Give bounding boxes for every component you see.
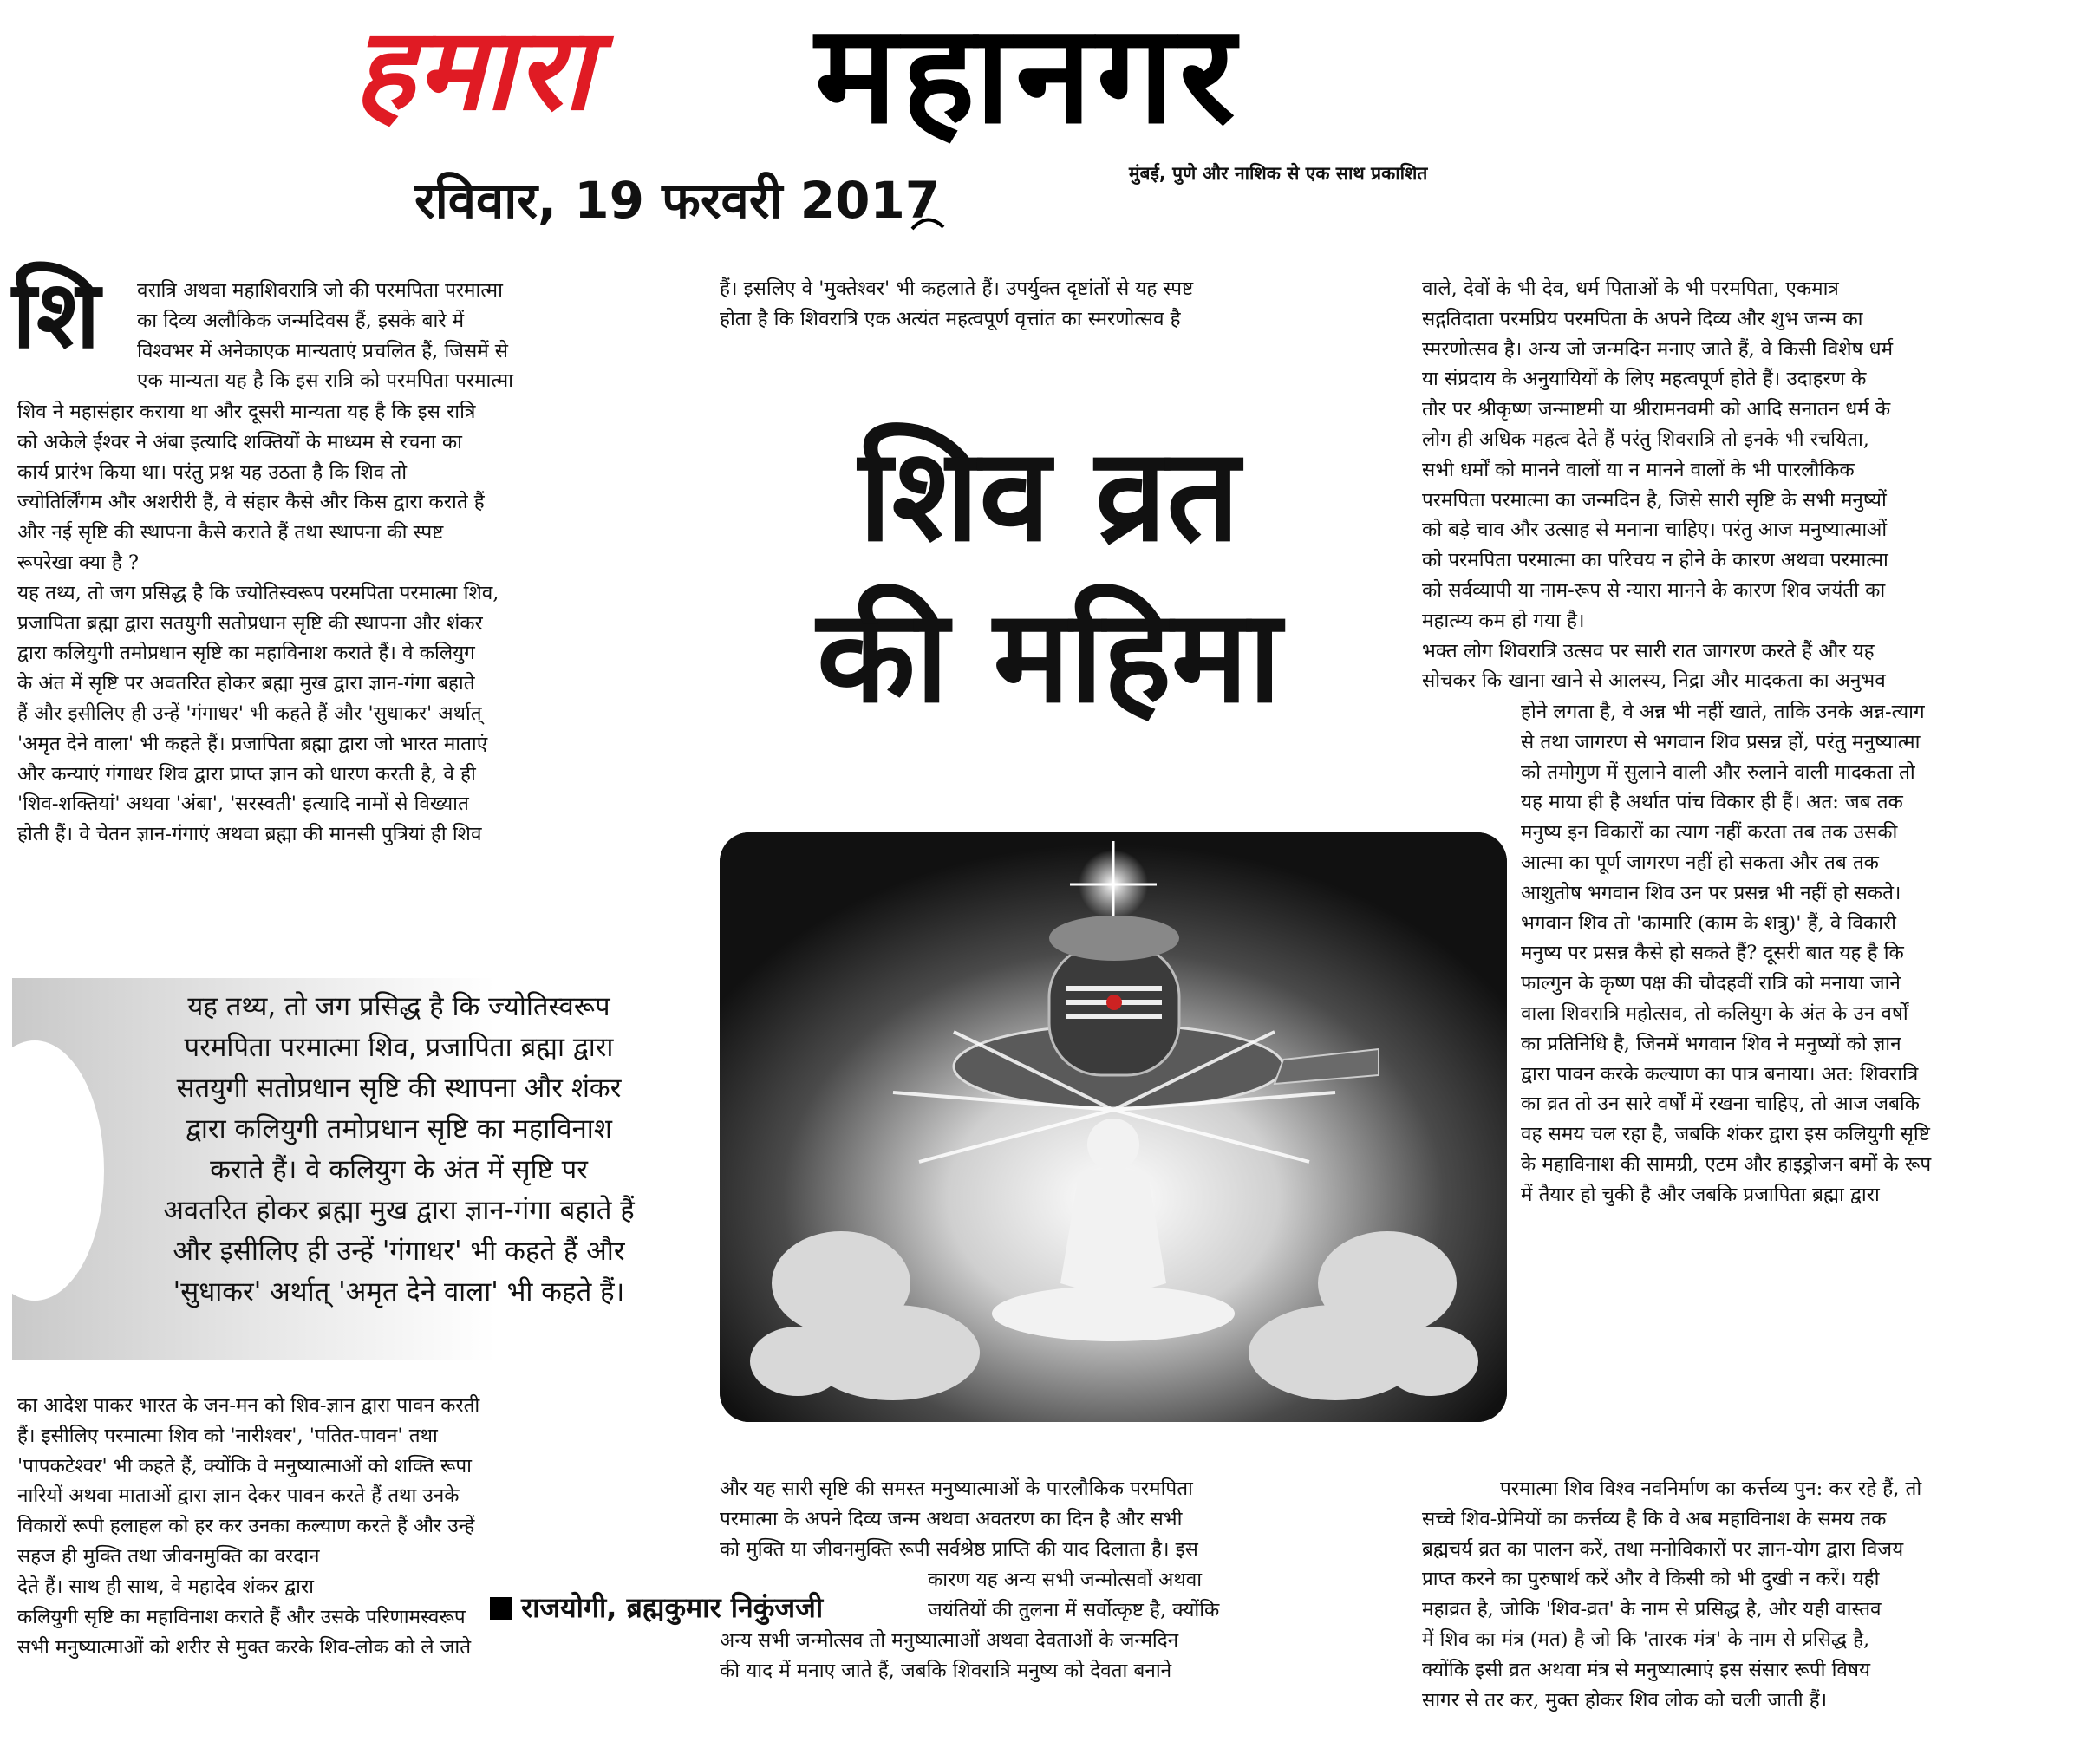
- lingam-illustration: [720, 832, 1507, 1422]
- text-line: द्वारा कलियुगी तमोप्रधान सृष्टि का महाविनाश कराते हैं। वे कलियुग: [17, 642, 475, 665]
- text-line: हैं। इसीलिए परमात्मा शिव को 'नारीश्वर', 'पतित-पावन' तथा: [17, 1424, 438, 1447]
- col1-top: [17, 397, 688, 850]
- masthead-title-red: हमारा: [354, 3, 595, 136]
- text-line: परमात्मा शिव विश्व नवनिर्माण का कर्त्तव्य पुन: कर रहे हैं, तो: [1500, 1477, 1922, 1500]
- pullquote-line: परमपिता परमात्मा शिव, प्रजापिता ब्रह्मा द्वारा: [184, 1032, 614, 1063]
- text-line: फाल्गुन के कृष्ण पक्ष की चौदहवीं रात्रि को मनाया जाने: [1521, 972, 1901, 995]
- text-line: सहज ही मुक्ति तथा जीवनमुक्ति का वरदान: [17, 1545, 320, 1568]
- text-line: कलियुगी सृष्टि का महाविनाश कराते हैं और उसके परिणामस्वरूप: [17, 1606, 466, 1628]
- headline-line: शिव व्रत: [858, 421, 1240, 570]
- text-line: के अंत में सृष्टि पर अवतरित होकर ब्रह्मा मुख द्वारा ज्ञान-गंगा बहाते: [17, 672, 475, 695]
- text-line: का दिव्य अलौकिक जन्मदिवस हैं, इसके बारे में: [137, 309, 465, 332]
- byline-square-icon: [490, 1597, 512, 1620]
- pullquote-line: द्वारा कलियुगी तमोप्रधान सृष्टि का महाविनाश: [186, 1113, 612, 1145]
- text-line: सद्गतिदाता परमप्रिय परमपिता के अपने दिव्य और शुभ जन्म का: [1422, 307, 1863, 330]
- text-line: और यह सारी सृष्टि की समस्त मनुष्यात्माओं के पारलौकिक परमपिता: [720, 1477, 1193, 1500]
- shiva-lingam-image: [720, 832, 1507, 1422]
- text-line: से तथा जागरण से भगवान शिव प्रसन्न हों, परंतु मनुष्यात्मा: [1521, 730, 1921, 753]
- text-line: तौर पर श्रीकृष्ण जन्माष्टमी या श्रीरामनवमी को आदि सनातन धर्म के: [1422, 398, 1891, 421]
- text-line: में तैयार हो चुकी है और जबकि प्रजापिता ब्रह्मा द्वारा: [1521, 1183, 1880, 1206]
- text-line: एक मान्यता यह है कि इस रात्रि को परमपिता परमात्मा: [137, 369, 513, 393]
- col3-mid: [1521, 697, 2091, 1210]
- text-line: विश्वभर में अनेकाएक मान्यताएं प्रचलित हैं, जिसमें से: [137, 339, 509, 362]
- text-line: प्रजापिता ब्रह्मा द्वारा सतयुगी सतोप्रधान सृष्टि की स्थापना और शंकर: [17, 611, 483, 635]
- drop-cap: शि: [12, 261, 101, 369]
- masthead-tagline: मुंबई, पुणे और नाशिक से एक साथ प्रकाशित: [1129, 163, 1428, 184]
- text-line: द्वारा पावन करके कल्याण का पात्र बनाया। अत: शिवरात्रि: [1521, 1062, 1919, 1086]
- text-line: सभी मनुष्यात्माओं को शरीर से मुक्त करके शिव-लोक को ले जाते: [17, 1635, 472, 1659]
- text-line: का आदेश पाकर भारत के जन-मन को शिव-ज्ञान द्वारा पावन करती: [17, 1394, 480, 1417]
- text-line: का व्रत तो उन सारे वर्षों में रखना चाहिए, तो आज जबकि: [1521, 1092, 1921, 1116]
- pullquote-line: यह तथ्य, तो जग प्रसिद्ध है कि ज्योतिस्वरूप: [187, 991, 610, 1022]
- col1-lead: [137, 276, 688, 396]
- text-line: परमात्मा के अपने दिव्य जन्म अथवा अवतरण का दिन है और सभी: [720, 1507, 1183, 1530]
- pullquote-line: और इसीलिए ही उन्हें 'गंगाधर' भी कहते हैं और: [173, 1236, 625, 1267]
- text-line: के महाविनाश की सामग्री, एटम और हाइड्रोजन बमों के रूप: [1521, 1152, 1932, 1176]
- text-line: होती हैं। वे चेतन ज्ञान-गंगाएं अथवा ब्रह्मा की मानसी पुत्रियां ही शिव: [17, 823, 482, 846]
- text-line: महात्म्य कम हो गया है।: [1422, 609, 1585, 632]
- date-swash: [910, 208, 945, 234]
- text-line: और कन्याएं गंगाधर शिव द्वारा प्राप्त ज्ञान को धारण करती है, वे ही: [17, 762, 476, 786]
- text-line: ज्योतिर्लिंगम और अशरीरी हैं, वे संहार कैसे और किस द्वारा कराते हैं: [17, 491, 485, 514]
- text-line: स्मरणोत्सव है। अन्य जो जन्मदिन मनाए जाते हैं, वे किसी विशेष धर्म: [1422, 337, 1894, 361]
- text-line: होता है कि शिवरात्रि एक अत्यंत महत्वपूर्ण वृत्तांत का स्मरणोत्सव है: [720, 307, 1181, 330]
- article-headline: [720, 414, 1379, 737]
- text-line: की याद में मनाए जाते हैं, जबकि शिवरात्रि मनुष्य को देवता बनाने: [720, 1659, 1172, 1682]
- text-line: हैं। इसलिए वे 'मुक्तेश्वर' भी कहलाते हैं। उपर्युक्त दृष्टांतों से यह स्पष्ट: [720, 277, 1194, 300]
- text-line: देते हैं। साथ ही साथ, वे महादेव शंकर द्वारा: [17, 1575, 314, 1598]
- col2-bottom-right: [928, 1565, 1387, 1626]
- byline: [490, 1588, 823, 1626]
- text-line: अन्य सभी जन्मोत्सव तो मनुष्यात्माओं अथवा देवताओं के जन्मदिन: [720, 1629, 1179, 1652]
- text-line: प्राप्त करने का पुरुषार्थ करें और वे किसी को भी दुखी न करें। यही: [1422, 1568, 1880, 1591]
- byline-text: राजयोगी, ब्रह्मकुमार निकुंजजी: [521, 1591, 824, 1624]
- text-line: सागर से तर कर, मुक्त होकर शिव लोक को चली जाती हैं।: [1422, 1688, 1828, 1712]
- text-line: 'अमृत देने वाला' भी कहते हैं। प्रजापिता ब्रह्मा द्वारा जो भारत माताएं: [17, 732, 488, 755]
- pullquote-line: कराते हैं। वे कलियुग के अंत में सृष्टि पर: [210, 1154, 588, 1185]
- text-line: भक्त लोग शिवरात्रि उत्सव पर सारी रात जागरण करते हैं और यह: [1422, 639, 1875, 662]
- col2-bottom-end: [720, 1626, 1387, 1686]
- text-line: कारण यह अन्य सभी जन्मोत्सवों अथवा: [928, 1569, 1203, 1591]
- text-line: को तमोगुण में सुलाने वाली और रुलाने वाली मादकता तो: [1521, 760, 1915, 784]
- text-line: 'शिव-शक्तियां' अथवा 'अंबा', 'सरस्वती' इत्यादि नामों से विख्यात: [17, 792, 469, 816]
- text-line: या संप्रदाय के अनुयायियों के लिए महत्वपूर्ण होते हैं। उदाहरण के: [1422, 368, 1867, 391]
- text-line: को सर्वव्यापी या नाम-रूप से न्यारा मानने के कारण शिव जयंती का: [1422, 578, 1886, 602]
- text-line: को मुक्ति या जीवनमुक्ति रूपी सर्वश्रेष्ठ प्राप्ति की याद दिलाता है। इस: [720, 1537, 1198, 1561]
- headline-line: की महिमा: [817, 582, 1282, 731]
- text-line: कार्य प्रारंभ किया था। परंतु प्रश्न यह उठता है कि शिव तो: [17, 460, 408, 484]
- text-line: यह तथ्य, तो जग प्रसिद्ध है कि ज्योतिस्वरूप परमपिता परमात्मा शिव,: [17, 581, 499, 604]
- text-line: सभी धर्मों को मानने वालों या न मानने वालों के भी पारलौकिक: [1422, 458, 1855, 481]
- col2-top: [720, 274, 1387, 335]
- text-line: महाव्रत है, जोकि 'शिव-व्रत' के नाम से प्रसिद्ध है, और यही वास्तव: [1422, 1598, 1882, 1621]
- col1-bottom: [17, 1391, 688, 1542]
- col3-top: [1422, 274, 2091, 696]
- text-line: लोग ही अधिक महत्व देते हैं परंतु शिवरात्रि तो इनके भी रचयिता,: [1422, 427, 1869, 451]
- text-line: को बड़े चाव और उत्साह से मनाना चाहिए। परंतु आज मनुष्यात्माओं: [1422, 519, 1888, 542]
- text-line: को अकेले ईश्वर ने अंबा इत्यादि शक्तियों के माध्यम से रचना का: [17, 430, 462, 453]
- text-line: विकारों रूपी हलाहल को हर कर उनका कल्याण करते हैं और उन्हें: [17, 1515, 475, 1538]
- pullquote: [95, 987, 702, 1313]
- col3-bottom: [1422, 1474, 2091, 1715]
- text-line: 'पापकटेश्वर' भी कहते हैं, क्योंकि वे मनुष्यात्माओं को शक्ति रूपा: [17, 1454, 472, 1477]
- pullquote-line: सतयुगी सतोप्रधान सृष्टि की स्थापना और शंकर: [176, 1073, 622, 1104]
- text-line: शिव ने महासंहार कराया था और दूसरी मान्यता यह है कि इस रात्रि: [17, 401, 476, 423]
- text-line: आत्मा का पूर्ण जागरण नहीं हो सकता और तब तक: [1521, 851, 1879, 874]
- text-line: का प्रतिनिधि है, जिनमें भगवान शिव ने मनुष्यों को ज्ञान: [1521, 1032, 1901, 1055]
- text-line: मनुष्य इन विकारों का त्याग नहीं करता तब तक उसकी: [1521, 821, 1898, 845]
- issue-date: रविवार, 19 फरवरी 2017: [414, 171, 941, 230]
- pullquote-line: 'सुधाकर' अर्थात् 'अमृत देने वाला' भी कहते हैं।: [173, 1276, 625, 1308]
- text-line: ब्रह्मचर्य व्रत का पालन करें, तथा मनोविकारों पर ज्ञान-योग द्वारा विजय: [1422, 1537, 1904, 1561]
- text-line: हैं और इसीलिए ही उन्हें 'गंगाधर' भी कहते हैं और 'सुधाकर' अर्थात्: [17, 701, 482, 725]
- col1-bottom-narrow: [17, 1542, 468, 1602]
- text-line: जयंतियों की तुलना में सर्वोत्कृष्ट है, क्योंकि: [928, 1598, 1220, 1621]
- pullquote-line: अवतरित होकर ब्रह्मा मुख द्वारा ज्ञान-गंगा बहाते हैं: [163, 1195, 635, 1226]
- text-line: सोचकर कि खाना खाने से आलस्य, निद्रा और मादकता का अनुभव: [1422, 669, 1886, 693]
- text-line: क्योंकि इसी व्रत अथवा मंत्र से मनुष्यात्माएं इस संसार रूपी विषय: [1422, 1658, 1870, 1681]
- text-line: में शिव का मंत्र (मत) है जो कि 'तारक मंत्र' के नाम से प्रसिद्ध है,: [1422, 1627, 1870, 1651]
- text-line: भगवान शिव तो 'कामारि (काम के शत्रु)' हैं, वे विकारी: [1521, 911, 1896, 935]
- text-line: वाले, देवों के भी देव, धर्म पिताओं के भी परमपिता, एकमात्र: [1422, 277, 1839, 300]
- text-line: वह समय चल रहा है, जबकि शंकर द्वारा इस कलियुगी सृष्टि: [1521, 1123, 1930, 1146]
- text-line: मनुष्य पर प्रसन्न कैसे हो सकते हैं? दूसरी बात यह है कि: [1521, 942, 1904, 965]
- text-line: को परमपिता परमात्मा का परिचय न होने के कारण अथवा परमात्मा: [1422, 549, 1888, 572]
- text-line: रूपरेखा क्या है ?: [17, 551, 140, 574]
- text-line: सच्चे शिव-प्रेमियों का कर्त्तव्य है कि वे अब महाविनाश के समय तक: [1422, 1507, 1887, 1530]
- text-line: नारियों अथवा माताओं द्वारा ज्ञान देकर पावन करते हैं तथा उनके: [17, 1484, 460, 1508]
- text-line: वाला शिवरात्रि महोत्सव, तो कलियुग के अंत के उन वर्षों: [1521, 1001, 1908, 1025]
- masthead-title-black: महानगर: [815, 0, 1241, 154]
- text-line: परमपिता परमात्मा का जन्मदिन है, जिसे सारी सृष्टि के सभी मनुष्यों: [1422, 488, 1887, 512]
- text-line: आशुतोष भगवान शिव उन पर प्रसन्न भी नहीं हो सकते।: [1521, 881, 1901, 904]
- text-line: वरात्रि अथवा महाशिवरात्रि जो की परमपिता परमात्मा: [137, 279, 503, 302]
- text-line: होने लगता है, वे अन्न भी नहीं खाते, ताकि उनके अन्न-त्याग: [1521, 701, 1925, 723]
- col2-bottom: [720, 1474, 1387, 1564]
- text-line: और नई सृष्टि की स्थापना कैसे कराते हैं तथा स्थापना की स्पष्ट: [17, 521, 444, 545]
- text-line: यह माया ही है अर्थात पांच विकार ही हैं। अत: जब तक: [1521, 791, 1903, 814]
